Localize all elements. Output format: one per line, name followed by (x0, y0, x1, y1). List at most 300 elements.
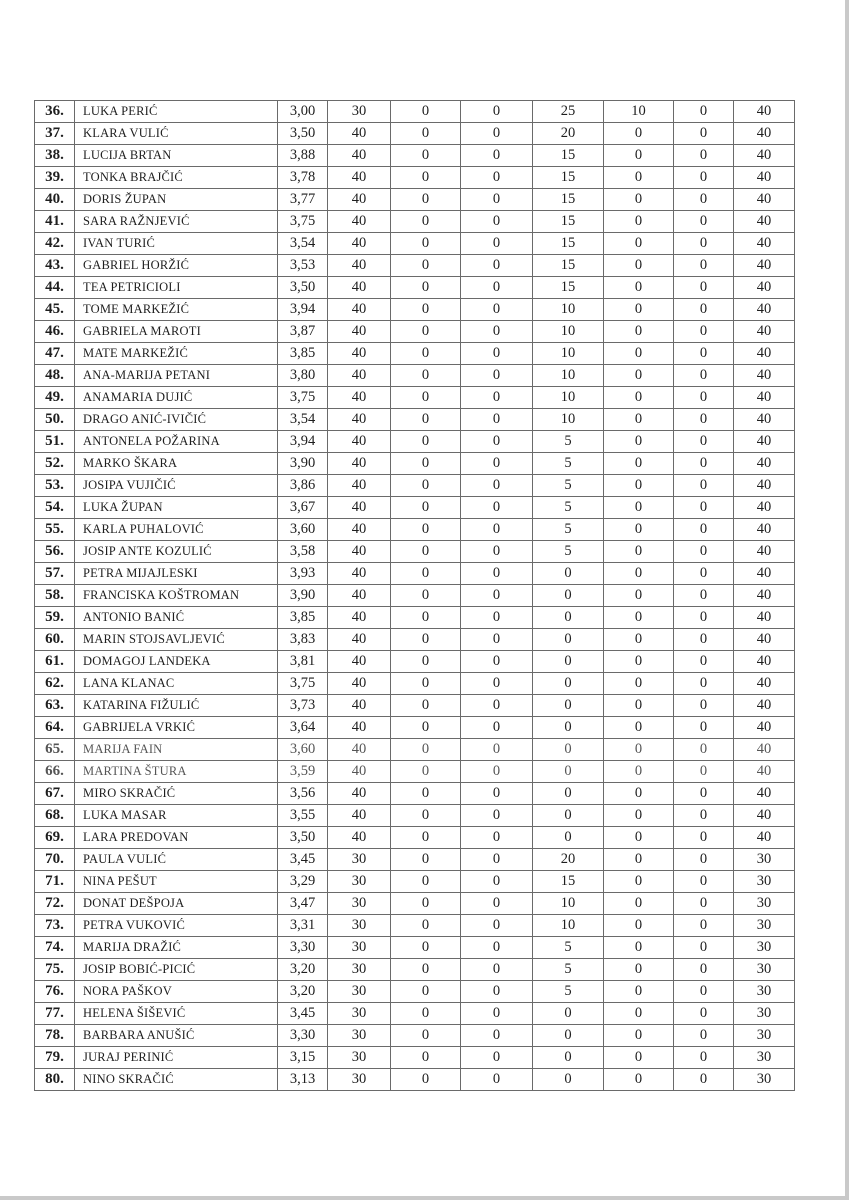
points-col2-cell: 0 (391, 739, 461, 761)
points-col3-cell: 0 (461, 101, 533, 123)
points-col6-cell: 0 (674, 453, 734, 475)
rank-cell: 80. (35, 1069, 75, 1091)
rank-cell: 60. (35, 629, 75, 651)
table-row (35, 321, 795, 343)
points-grade-cell: 30 (328, 915, 391, 937)
points-col3-cell: 0 (461, 937, 533, 959)
points-grade-cell: 30 (328, 893, 391, 915)
points-col3-cell: 0 (461, 563, 533, 585)
points-col6-cell: 0 (674, 101, 734, 123)
name-cell: JOSIPA VUJIČIĆ (75, 475, 278, 497)
table-row (35, 871, 795, 893)
rank-cell: 57. (35, 563, 75, 585)
table-row (35, 167, 795, 189)
rank-cell: 61. (35, 651, 75, 673)
points-grade-cell: 30 (328, 1003, 391, 1025)
points-col2-cell: 0 (391, 871, 461, 893)
name-cell: BARBARA ANUŠIĆ (75, 1025, 278, 1047)
name-cell: ANTONELA POŽARINA (75, 431, 278, 453)
name-cell: PETRA VUKOVIĆ (75, 915, 278, 937)
table-row (35, 739, 795, 761)
total-cell: 40 (734, 387, 795, 409)
name-cell: LUKA MASAR (75, 805, 278, 827)
points-col3-cell: 0 (461, 365, 533, 387)
rank-cell: 39. (35, 167, 75, 189)
table-row (35, 387, 795, 409)
total-cell: 30 (734, 849, 795, 871)
points-grade-cell: 40 (328, 783, 391, 805)
points-col5-cell: 0 (604, 497, 674, 519)
points-col3-cell: 0 (461, 277, 533, 299)
grade-average-cell: 3,13 (278, 1069, 328, 1091)
points-col3-cell: 0 (461, 299, 533, 321)
points-col5-cell: 0 (604, 277, 674, 299)
points-col3-cell: 0 (461, 233, 533, 255)
points-col2-cell: 0 (391, 519, 461, 541)
grade-average-cell: 3,47 (278, 893, 328, 915)
points-col4-cell: 5 (533, 453, 604, 475)
points-col4-cell: 15 (533, 167, 604, 189)
points-col4-cell: 0 (533, 607, 604, 629)
table-row (35, 607, 795, 629)
points-grade-cell: 30 (328, 959, 391, 981)
total-cell: 40 (734, 673, 795, 695)
points-grade-cell: 40 (328, 805, 391, 827)
rank-cell: 45. (35, 299, 75, 321)
points-col2-cell: 0 (391, 409, 461, 431)
table-row (35, 211, 795, 233)
points-col5-cell: 0 (604, 255, 674, 277)
grade-average-cell: 3,86 (278, 475, 328, 497)
points-col6-cell: 0 (674, 387, 734, 409)
grade-average-cell: 3,67 (278, 497, 328, 519)
name-cell: NINA PEŠUT (75, 871, 278, 893)
name-cell: MARKO ŠKARA (75, 453, 278, 475)
points-col3-cell: 0 (461, 453, 533, 475)
table-row (35, 277, 795, 299)
total-cell: 40 (734, 299, 795, 321)
table-row (35, 629, 795, 651)
points-col3-cell: 0 (461, 651, 533, 673)
points-col6-cell: 0 (674, 673, 734, 695)
points-col5-cell: 0 (604, 365, 674, 387)
points-col6-cell: 0 (674, 783, 734, 805)
points-col3-cell: 0 (461, 431, 533, 453)
points-col6-cell: 0 (674, 959, 734, 981)
points-col5-cell: 0 (604, 321, 674, 343)
grade-average-cell: 3,20 (278, 981, 328, 1003)
points-col6-cell: 0 (674, 695, 734, 717)
points-col6-cell: 0 (674, 343, 734, 365)
points-col6-cell: 0 (674, 497, 734, 519)
points-col3-cell: 0 (461, 893, 533, 915)
points-col6-cell: 0 (674, 123, 734, 145)
total-cell: 40 (734, 255, 795, 277)
points-col3-cell: 0 (461, 915, 533, 937)
total-cell: 40 (734, 453, 795, 475)
grade-average-cell: 3,29 (278, 871, 328, 893)
table-row (35, 497, 795, 519)
points-grade-cell: 30 (328, 1069, 391, 1091)
grade-average-cell: 3,87 (278, 321, 328, 343)
points-grade-cell: 40 (328, 585, 391, 607)
points-col3-cell: 0 (461, 123, 533, 145)
points-col2-cell: 0 (391, 475, 461, 497)
points-col3-cell: 0 (461, 981, 533, 1003)
points-grade-cell: 40 (328, 123, 391, 145)
points-col4-cell: 10 (533, 365, 604, 387)
points-col5-cell: 0 (604, 1069, 674, 1091)
points-grade-cell: 30 (328, 937, 391, 959)
points-col5-cell: 0 (604, 915, 674, 937)
points-col4-cell: 25 (533, 101, 604, 123)
table-row (35, 255, 795, 277)
name-cell: JURAJ PERINIĆ (75, 1047, 278, 1069)
total-cell: 40 (734, 585, 795, 607)
points-col2-cell: 0 (391, 1047, 461, 1069)
total-cell: 30 (734, 871, 795, 893)
grade-average-cell: 3,75 (278, 211, 328, 233)
points-grade-cell: 30 (328, 1025, 391, 1047)
points-col3-cell: 0 (461, 189, 533, 211)
points-col4-cell: 0 (533, 563, 604, 585)
grade-average-cell: 3,64 (278, 717, 328, 739)
rank-cell: 52. (35, 453, 75, 475)
points-col6-cell: 0 (674, 255, 734, 277)
points-col3-cell: 0 (461, 827, 533, 849)
total-cell: 30 (734, 893, 795, 915)
rank-cell: 79. (35, 1047, 75, 1069)
name-cell: TONKA BRAJČIĆ (75, 167, 278, 189)
points-col6-cell: 0 (674, 1047, 734, 1069)
name-cell: ANTONIO BANIĆ (75, 607, 278, 629)
points-grade-cell: 40 (328, 299, 391, 321)
table-row (35, 145, 795, 167)
points-col5-cell: 0 (604, 1047, 674, 1069)
name-cell: LANA KLANAC (75, 673, 278, 695)
points-col6-cell: 0 (674, 849, 734, 871)
points-col6-cell: 0 (674, 871, 734, 893)
name-cell: JOSIP ANTE KOZULIĆ (75, 541, 278, 563)
points-col3-cell: 0 (461, 959, 533, 981)
points-col5-cell: 0 (604, 519, 674, 541)
points-col2-cell: 0 (391, 981, 461, 1003)
grade-average-cell: 3,75 (278, 387, 328, 409)
points-col6-cell: 0 (674, 739, 734, 761)
points-col4-cell: 0 (533, 1047, 604, 1069)
points-grade-cell: 40 (328, 211, 391, 233)
points-col4-cell: 5 (533, 959, 604, 981)
points-col2-cell: 0 (391, 497, 461, 519)
grade-average-cell: 3,81 (278, 651, 328, 673)
grade-average-cell: 3,94 (278, 299, 328, 321)
name-cell: DRAGO ANIĆ-IVIČIĆ (75, 409, 278, 431)
points-col5-cell: 0 (604, 431, 674, 453)
points-col3-cell: 0 (461, 871, 533, 893)
total-cell: 40 (734, 541, 795, 563)
points-col4-cell: 20 (533, 123, 604, 145)
points-grade-cell: 40 (328, 761, 391, 783)
points-col5-cell: 0 (604, 233, 674, 255)
name-cell: FRANCISKA KOŠTROMAN (75, 585, 278, 607)
points-col4-cell: 0 (533, 1025, 604, 1047)
name-cell: MATE MARKEŽIĆ (75, 343, 278, 365)
grade-average-cell: 3,00 (278, 101, 328, 123)
points-col5-cell: 0 (604, 189, 674, 211)
points-col6-cell: 0 (674, 519, 734, 541)
points-col5-cell: 0 (604, 453, 674, 475)
points-col2-cell: 0 (391, 959, 461, 981)
points-col5-cell: 0 (604, 211, 674, 233)
points-col5-cell: 0 (604, 1025, 674, 1047)
points-col5-cell: 0 (604, 849, 674, 871)
points-col3-cell: 0 (461, 519, 533, 541)
grade-average-cell: 3,73 (278, 695, 328, 717)
table-row (35, 717, 795, 739)
points-col2-cell: 0 (391, 695, 461, 717)
name-cell: IVAN TURIĆ (75, 233, 278, 255)
points-grade-cell: 40 (328, 651, 391, 673)
points-col5-cell: 0 (604, 673, 674, 695)
total-cell: 40 (734, 211, 795, 233)
points-grade-cell: 40 (328, 277, 391, 299)
points-col4-cell: 10 (533, 915, 604, 937)
rank-cell: 65. (35, 739, 75, 761)
points-col6-cell: 0 (674, 717, 734, 739)
points-col4-cell: 0 (533, 1003, 604, 1025)
points-col5-cell: 10 (604, 101, 674, 123)
points-col3-cell: 0 (461, 585, 533, 607)
points-col5-cell: 0 (604, 585, 674, 607)
points-col4-cell: 10 (533, 321, 604, 343)
points-col2-cell: 0 (391, 343, 461, 365)
points-col6-cell: 0 (674, 167, 734, 189)
name-cell: NORA PAŠKOV (75, 981, 278, 1003)
points-col5-cell: 0 (604, 937, 674, 959)
points-col2-cell: 0 (391, 277, 461, 299)
table-row (35, 651, 795, 673)
grade-average-cell: 3,85 (278, 343, 328, 365)
points-col5-cell: 0 (604, 959, 674, 981)
points-col5-cell: 0 (604, 409, 674, 431)
table-row (35, 1025, 795, 1047)
points-col5-cell: 0 (604, 805, 674, 827)
rank-cell: 72. (35, 893, 75, 915)
name-cell: LUKA PERIĆ (75, 101, 278, 123)
table-row (35, 893, 795, 915)
grade-average-cell: 3,31 (278, 915, 328, 937)
name-cell: GABRIJELA VRKIĆ (75, 717, 278, 739)
rank-cell: 62. (35, 673, 75, 695)
rank-cell: 51. (35, 431, 75, 453)
points-col3-cell: 0 (461, 1025, 533, 1047)
points-col6-cell: 0 (674, 761, 734, 783)
points-col4-cell: 5 (533, 937, 604, 959)
points-col6-cell: 0 (674, 827, 734, 849)
grade-average-cell: 3,94 (278, 431, 328, 453)
name-cell: ANA-MARIJA PETANI (75, 365, 278, 387)
points-col2-cell: 0 (391, 431, 461, 453)
points-col6-cell: 0 (674, 475, 734, 497)
rank-cell: 68. (35, 805, 75, 827)
points-col6-cell: 0 (674, 651, 734, 673)
points-col5-cell: 0 (604, 629, 674, 651)
points-col6-cell: 0 (674, 233, 734, 255)
table-row (35, 783, 795, 805)
points-col6-cell: 0 (674, 1003, 734, 1025)
points-col4-cell: 15 (533, 255, 604, 277)
points-col2-cell: 0 (391, 937, 461, 959)
points-col3-cell: 0 (461, 409, 533, 431)
table-row (35, 101, 795, 123)
total-cell: 40 (734, 607, 795, 629)
points-col4-cell: 15 (533, 871, 604, 893)
points-col5-cell: 0 (604, 981, 674, 1003)
points-col3-cell: 0 (461, 607, 533, 629)
points-col5-cell: 0 (604, 871, 674, 893)
total-cell: 40 (734, 277, 795, 299)
points-col5-cell: 0 (604, 739, 674, 761)
rank-cell: 56. (35, 541, 75, 563)
points-grade-cell: 40 (328, 145, 391, 167)
name-cell: LUKA ŽUPAN (75, 497, 278, 519)
points-col4-cell: 15 (533, 211, 604, 233)
grade-average-cell: 3,56 (278, 783, 328, 805)
total-cell: 30 (734, 981, 795, 1003)
total-cell: 30 (734, 937, 795, 959)
total-cell: 40 (734, 365, 795, 387)
points-grade-cell: 40 (328, 827, 391, 849)
rank-cell: 40. (35, 189, 75, 211)
points-grade-cell: 30 (328, 981, 391, 1003)
points-grade-cell: 40 (328, 519, 391, 541)
name-cell: MIRO SKRAČIĆ (75, 783, 278, 805)
points-col2-cell: 0 (391, 827, 461, 849)
points-col2-cell: 0 (391, 1069, 461, 1091)
rank-cell: 76. (35, 981, 75, 1003)
points-col4-cell: 5 (533, 475, 604, 497)
ranking-table (34, 100, 795, 1091)
points-col6-cell: 0 (674, 277, 734, 299)
name-cell: LARA PREDOVAN (75, 827, 278, 849)
name-cell: MARIJA DRAŽIĆ (75, 937, 278, 959)
points-col2-cell: 0 (391, 651, 461, 673)
points-col5-cell: 0 (604, 761, 674, 783)
points-col3-cell: 0 (461, 211, 533, 233)
points-col6-cell: 0 (674, 563, 734, 585)
points-col3-cell: 0 (461, 849, 533, 871)
table-row (35, 563, 795, 585)
total-cell: 40 (734, 519, 795, 541)
points-col2-cell: 0 (391, 849, 461, 871)
points-col4-cell: 10 (533, 409, 604, 431)
rank-cell: 71. (35, 871, 75, 893)
table-row (35, 1047, 795, 1069)
points-col3-cell: 0 (461, 1003, 533, 1025)
rank-cell: 74. (35, 937, 75, 959)
total-cell: 40 (734, 805, 795, 827)
points-col2-cell: 0 (391, 893, 461, 915)
points-col2-cell: 0 (391, 299, 461, 321)
points-col3-cell: 0 (461, 145, 533, 167)
points-col2-cell: 0 (391, 123, 461, 145)
table-row (35, 299, 795, 321)
grade-average-cell: 3,53 (278, 255, 328, 277)
points-col4-cell: 5 (533, 541, 604, 563)
total-cell: 40 (734, 145, 795, 167)
table-row (35, 189, 795, 211)
grade-average-cell: 3,45 (278, 849, 328, 871)
total-cell: 40 (734, 475, 795, 497)
table-row (35, 959, 795, 981)
name-cell: SARA RAŽNJEVIĆ (75, 211, 278, 233)
table-row (35, 849, 795, 871)
points-grade-cell: 40 (328, 343, 391, 365)
total-cell: 40 (734, 827, 795, 849)
points-col2-cell: 0 (391, 629, 461, 651)
points-col2-cell: 0 (391, 717, 461, 739)
points-col5-cell: 0 (604, 541, 674, 563)
points-col4-cell: 5 (533, 981, 604, 1003)
points-grade-cell: 30 (328, 849, 391, 871)
rank-cell: 77. (35, 1003, 75, 1025)
points-col6-cell: 0 (674, 585, 734, 607)
grade-average-cell: 3,20 (278, 959, 328, 981)
points-col4-cell: 0 (533, 827, 604, 849)
grade-average-cell: 3,60 (278, 519, 328, 541)
total-cell: 40 (734, 651, 795, 673)
table-row (35, 453, 795, 475)
points-grade-cell: 30 (328, 101, 391, 123)
rank-cell: 44. (35, 277, 75, 299)
rank-cell: 38. (35, 145, 75, 167)
grade-average-cell: 3,93 (278, 563, 328, 585)
points-col6-cell: 0 (674, 211, 734, 233)
points-col6-cell: 0 (674, 299, 734, 321)
points-col4-cell: 0 (533, 717, 604, 739)
grade-average-cell: 3,85 (278, 607, 328, 629)
points-col3-cell: 0 (461, 783, 533, 805)
points-col4-cell: 15 (533, 277, 604, 299)
total-cell: 40 (734, 783, 795, 805)
points-col6-cell: 0 (674, 365, 734, 387)
name-cell: HELENA ŠIŠEVIĆ (75, 1003, 278, 1025)
total-cell: 30 (734, 915, 795, 937)
points-col4-cell: 10 (533, 343, 604, 365)
grade-average-cell: 3,50 (278, 277, 328, 299)
points-col4-cell: 0 (533, 739, 604, 761)
points-col4-cell: 15 (533, 233, 604, 255)
points-col2-cell: 0 (391, 1003, 461, 1025)
rank-cell: 36. (35, 101, 75, 123)
points-col6-cell: 0 (674, 409, 734, 431)
points-grade-cell: 40 (328, 475, 391, 497)
name-cell: PAULA VULIĆ (75, 849, 278, 871)
points-col6-cell: 0 (674, 629, 734, 651)
points-col4-cell: 10 (533, 387, 604, 409)
points-col2-cell: 0 (391, 805, 461, 827)
name-cell: MARIJA FAIN (75, 739, 278, 761)
points-col3-cell: 0 (461, 673, 533, 695)
points-col6-cell: 0 (674, 981, 734, 1003)
name-cell: GABRIEL HORŽIĆ (75, 255, 278, 277)
table-body (35, 101, 795, 1091)
points-col5-cell: 0 (604, 607, 674, 629)
table-row (35, 585, 795, 607)
table-row (35, 365, 795, 387)
table-row (35, 123, 795, 145)
rank-cell: 64. (35, 717, 75, 739)
